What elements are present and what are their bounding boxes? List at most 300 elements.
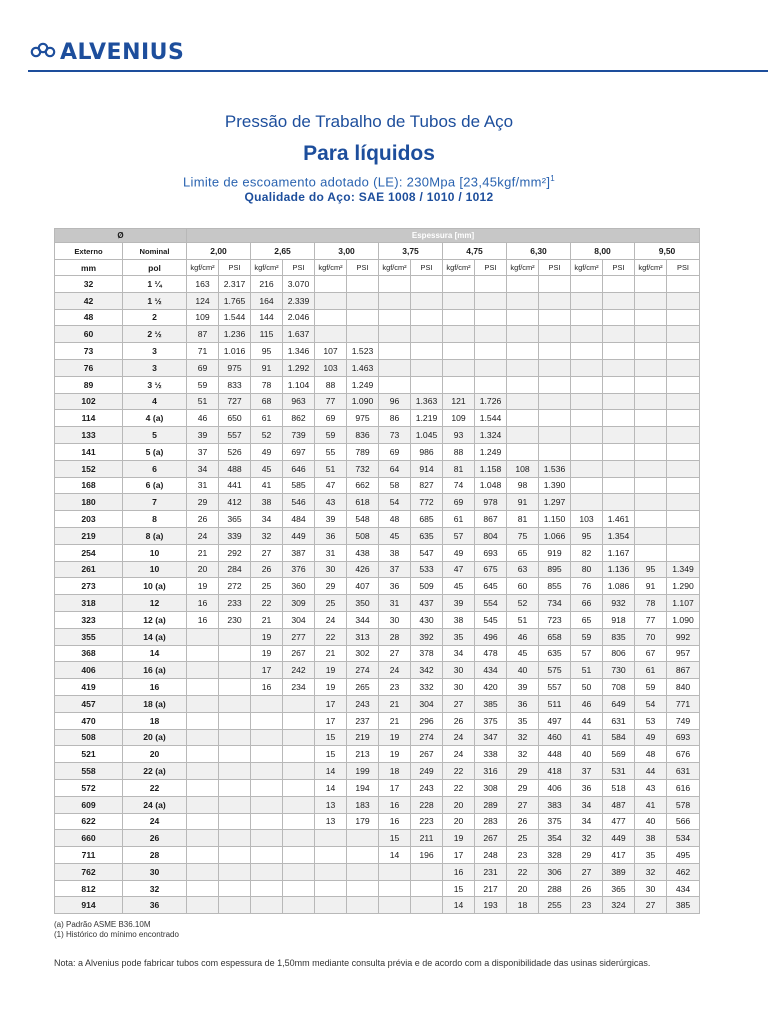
psi-value-cell: 193: [475, 897, 507, 914]
psi-value-cell: 234: [283, 679, 315, 696]
psi-value-cell: [219, 645, 251, 662]
kgf-value-cell: [443, 359, 475, 376]
psi-value-cell: 1.104: [283, 376, 315, 393]
kgf-value-cell: 46: [571, 695, 603, 712]
table-row: [55, 628, 700, 645]
table-row: [55, 326, 700, 343]
psi-value-cell: [667, 443, 700, 460]
psi-value-cell: 840: [667, 679, 700, 696]
psi-value-cell: 438: [347, 544, 379, 561]
kgf-value-cell: 18: [379, 763, 411, 780]
kgf-value-cell: [635, 427, 667, 444]
kgf-value-cell: 59: [187, 376, 219, 393]
psi-value-cell: 248: [475, 847, 507, 864]
kgf-value-cell: 26: [443, 712, 475, 729]
kgf-value-cell: 81: [443, 460, 475, 477]
table-row: [55, 746, 700, 763]
psi-value-cell: [347, 292, 379, 309]
nominal-diameter-cell: 22: [123, 779, 187, 796]
kgf-value-cell: 26: [571, 880, 603, 897]
table-row: [55, 460, 700, 477]
kgf-value-cell: 39: [187, 427, 219, 444]
external-diameter-cell: 318: [55, 595, 123, 612]
kgf-value-cell: 21: [251, 611, 283, 628]
table-row: [55, 611, 700, 628]
psi-value-cell: 460: [539, 729, 571, 746]
psi-value-cell: 265: [347, 679, 379, 696]
external-diameter-cell: 261: [55, 561, 123, 578]
kgf-value-cell: 17: [315, 712, 347, 729]
kgf-value-cell: [187, 645, 219, 662]
psi-value-cell: 557: [539, 679, 571, 696]
kgf-value-cell: 22: [315, 628, 347, 645]
psi-value-cell: 430: [411, 611, 443, 628]
kgf-value-cell: 30: [379, 611, 411, 628]
kgf-value-cell: [379, 376, 411, 393]
psi-value-cell: 708: [603, 679, 635, 696]
psi-value-cell: 1.346: [283, 343, 315, 360]
psi-value-cell: 685: [411, 511, 443, 528]
unit-kgf-header: kgf/cm²: [251, 260, 283, 276]
unit-psi-header: PSI: [539, 260, 571, 276]
kgf-value-cell: [571, 443, 603, 460]
psi-value-cell: [219, 712, 251, 729]
psi-value-cell: 199: [347, 763, 379, 780]
kgf-value-cell: [315, 880, 347, 897]
psi-value-cell: 389: [603, 863, 635, 880]
psi-value-cell: 406: [539, 779, 571, 796]
kgf-value-cell: 71: [187, 343, 219, 360]
psi-value-cell: [667, 393, 700, 410]
kgf-value-cell: 144: [251, 309, 283, 326]
psi-value-cell: [283, 796, 315, 813]
psi-value-cell: 1.523: [347, 343, 379, 360]
psi-value-cell: 183: [347, 796, 379, 813]
kgf-value-cell: 91: [635, 578, 667, 595]
psi-value-cell: 557: [219, 427, 251, 444]
psi-value-cell: 365: [603, 880, 635, 897]
table-row: [55, 662, 700, 679]
external-diameter-cell: 812: [55, 880, 123, 897]
psi-value-cell: [539, 376, 571, 393]
table-row: [55, 796, 700, 813]
table-row: [55, 863, 700, 880]
kgf-value-cell: [507, 276, 539, 293]
psi-value-cell: 437: [411, 595, 443, 612]
kgf-value-cell: 37: [187, 443, 219, 460]
kgf-value-cell: [635, 292, 667, 309]
kgf-value-cell: 38: [443, 611, 475, 628]
psi-value-cell: 1.249: [475, 443, 507, 460]
kgf-value-cell: 64: [379, 460, 411, 477]
nominal-diameter-cell: 5 (a): [123, 443, 187, 460]
table-row: [55, 578, 700, 595]
unit-psi-header: PSI: [411, 260, 443, 276]
nominal-diameter-cell: 24 (a): [123, 796, 187, 813]
kgf-value-cell: 124: [187, 292, 219, 309]
psi-value-cell: [667, 292, 700, 309]
kgf-value-cell: 16: [251, 679, 283, 696]
psi-value-cell: [603, 326, 635, 343]
psi-value-cell: 508: [347, 527, 379, 544]
kgf-value-cell: [315, 830, 347, 847]
kgf-value-cell: 27: [571, 863, 603, 880]
external-diameter-cell: 152: [55, 460, 123, 477]
kgf-value-cell: 32: [507, 746, 539, 763]
kgf-value-cell: 32: [507, 729, 539, 746]
footnote-a: (a) Padrão ASME B36.10M: [54, 920, 151, 929]
kgf-value-cell: 20: [443, 813, 475, 830]
psi-value-cell: 833: [219, 376, 251, 393]
external-diameter-cell: 572: [55, 779, 123, 796]
external-diameter-cell: 133: [55, 427, 123, 444]
kgf-value-cell: [443, 292, 475, 309]
psi-value-cell: 548: [347, 511, 379, 528]
kgf-value-cell: 21: [379, 712, 411, 729]
psi-value-cell: 441: [219, 477, 251, 494]
kgf-value-cell: [443, 376, 475, 393]
external-diameter-cell: 254: [55, 544, 123, 561]
psi-value-cell: [475, 326, 507, 343]
psi-value-cell: [219, 813, 251, 830]
psi-value-cell: 1.167: [603, 544, 635, 561]
psi-value-cell: 289: [475, 796, 507, 813]
kgf-value-cell: 50: [571, 679, 603, 696]
kgf-value-cell: [251, 695, 283, 712]
psi-value-cell: 867: [667, 662, 700, 679]
psi-value-cell: 392: [411, 628, 443, 645]
external-diameter-cell: 73: [55, 343, 123, 360]
kgf-value-cell: 98: [507, 477, 539, 494]
kgf-value-cell: 53: [635, 712, 667, 729]
kgf-value-cell: [187, 830, 219, 847]
kgf-value-cell: 27: [251, 544, 283, 561]
kgf-value-cell: 69: [443, 494, 475, 511]
kgf-value-cell: 35: [507, 712, 539, 729]
kgf-value-cell: 25: [315, 595, 347, 612]
psi-value-cell: [219, 746, 251, 763]
kgf-value-cell: 47: [315, 477, 347, 494]
kgf-value-cell: [571, 477, 603, 494]
kgf-value-cell: 164: [251, 292, 283, 309]
psi-value-cell: 223: [411, 813, 443, 830]
psi-value-cell: [283, 746, 315, 763]
nominal-diameter-cell: 32: [123, 880, 187, 897]
psi-value-cell: 867: [475, 511, 507, 528]
psi-value-cell: [539, 427, 571, 444]
psi-value-cell: 1.236: [219, 326, 251, 343]
psi-value-cell: 1.463: [347, 359, 379, 376]
psi-value-cell: [411, 292, 443, 309]
kgf-value-cell: 49: [251, 443, 283, 460]
kgf-value-cell: [251, 813, 283, 830]
nominal-diameter-cell: 10 (a): [123, 578, 187, 595]
psi-value-cell: 242: [283, 662, 315, 679]
kgf-value-cell: 96: [379, 393, 411, 410]
kgf-value-cell: 38: [635, 830, 667, 847]
psi-value-cell: 230: [219, 611, 251, 628]
psi-value-cell: 789: [347, 443, 379, 460]
kgf-value-cell: 59: [315, 427, 347, 444]
kgf-value-cell: [571, 276, 603, 293]
psi-value-cell: 277: [283, 628, 315, 645]
unit-kgf-header: kgf/cm²: [187, 260, 219, 276]
external-diameter-cell: 102: [55, 393, 123, 410]
table-row: [55, 763, 700, 780]
kgf-value-cell: [635, 276, 667, 293]
psi-value-cell: 932: [603, 595, 635, 612]
psi-value-cell: 646: [283, 460, 315, 477]
kgf-value-cell: [251, 863, 283, 880]
kgf-value-cell: 95: [571, 527, 603, 544]
kgf-value-cell: [251, 830, 283, 847]
kgf-value-cell: 19: [251, 628, 283, 645]
kgf-value-cell: [507, 376, 539, 393]
kgf-value-cell: [635, 309, 667, 326]
table-row: [55, 645, 700, 662]
psi-value-cell: 2.339: [283, 292, 315, 309]
psi-value-cell: 309: [283, 595, 315, 612]
external-diameter-cell: 32: [55, 276, 123, 293]
yield-limit-value: Limite de escoamento adotado (LE): 230Mpa [23,45kgf/mm²]: [182, 174, 551, 190]
psi-value-cell: 975: [347, 410, 379, 427]
psi-value-cell: [603, 494, 635, 511]
psi-value-cell: 1.016: [219, 343, 251, 360]
psi-value-cell: 578: [667, 796, 700, 813]
kgf-value-cell: [507, 326, 539, 343]
kgf-value-cell: 91: [251, 359, 283, 376]
nominal-diameter-cell: 5: [123, 427, 187, 444]
nominal-header: Nominal: [123, 243, 187, 260]
kgf-value-cell: 31: [379, 595, 411, 612]
psi-value-cell: [475, 292, 507, 309]
kgf-value-cell: 15: [379, 830, 411, 847]
thickness-col-header: 4,75: [443, 243, 507, 260]
psi-value-cell: 1.150: [539, 511, 571, 528]
unit-psi-header: PSI: [475, 260, 507, 276]
psi-value-cell: [603, 309, 635, 326]
kgf-value-cell: [507, 393, 539, 410]
psi-value-cell: 957: [667, 645, 700, 662]
kgf-value-cell: 15: [315, 746, 347, 763]
kgf-value-cell: 65: [507, 544, 539, 561]
kgf-value-cell: [443, 343, 475, 360]
psi-value-cell: 1.637: [283, 326, 315, 343]
psi-value-cell: [539, 309, 571, 326]
nominal-diameter-cell: 16: [123, 679, 187, 696]
kgf-value-cell: 70: [635, 628, 667, 645]
footnotes: [54, 920, 179, 940]
kgf-value-cell: 78: [251, 376, 283, 393]
kgf-value-cell: 115: [251, 326, 283, 343]
psi-value-cell: 378: [411, 645, 443, 662]
psi-value-cell: 302: [347, 645, 379, 662]
table-row: [55, 813, 700, 830]
psi-value-cell: [283, 847, 315, 864]
kgf-value-cell: 16: [443, 863, 475, 880]
psi-value-cell: [283, 763, 315, 780]
kgf-value-cell: [507, 410, 539, 427]
kgf-value-cell: 24: [443, 746, 475, 763]
kgf-value-cell: 77: [315, 393, 347, 410]
external-diameter-cell: 76: [55, 359, 123, 376]
kgf-value-cell: 36: [507, 695, 539, 712]
table-row: [55, 729, 700, 746]
kgf-value-cell: 26: [251, 561, 283, 578]
psi-value-cell: 1.765: [219, 292, 251, 309]
page-title: Pressão de Trabalho de Tubos de Aço: [224, 112, 514, 131]
psi-value-cell: 616: [667, 779, 700, 796]
external-diameter-cell: 470: [55, 712, 123, 729]
table-row: [55, 276, 700, 293]
psi-value-cell: [667, 511, 700, 528]
psi-value-cell: 739: [283, 427, 315, 444]
nominal-diameter-cell: 2: [123, 309, 187, 326]
psi-value-cell: [283, 779, 315, 796]
psi-value-cell: 569: [603, 746, 635, 763]
kgf-value-cell: [187, 813, 219, 830]
kgf-value-cell: 26: [507, 813, 539, 830]
kgf-value-cell: 37: [571, 763, 603, 780]
kgf-value-cell: 36: [379, 578, 411, 595]
external-diameter-cell: 60: [55, 326, 123, 343]
nominal-diameter-cell: 22 (a): [123, 763, 187, 780]
psi-value-cell: [283, 695, 315, 712]
psi-value-cell: 676: [667, 746, 700, 763]
kgf-value-cell: 38: [251, 494, 283, 511]
kgf-value-cell: [635, 359, 667, 376]
kgf-value-cell: 78: [635, 595, 667, 612]
nominal-diameter-cell: 14 (a): [123, 628, 187, 645]
kgf-value-cell: 34: [251, 511, 283, 528]
psi-value-cell: 545: [475, 611, 507, 628]
psi-value-cell: [219, 662, 251, 679]
unit-kgf-header: kgf/cm²: [507, 260, 539, 276]
psi-value-cell: 1.066: [539, 527, 571, 544]
psi-value-cell: [411, 343, 443, 360]
table-row: [55, 679, 700, 696]
psi-value-cell: 477: [603, 813, 635, 830]
psi-value-cell: 649: [603, 695, 635, 712]
kgf-value-cell: [187, 880, 219, 897]
kgf-value-cell: 39: [315, 511, 347, 528]
psi-value-cell: 231: [475, 863, 507, 880]
psi-value-cell: [411, 359, 443, 376]
kgf-value-cell: 20: [507, 880, 539, 897]
kgf-value-cell: 74: [443, 477, 475, 494]
external-diameter-cell: 48: [55, 309, 123, 326]
unit-kgf-header: kgf/cm²: [379, 260, 411, 276]
kgf-value-cell: [443, 326, 475, 343]
psi-value-cell: 418: [539, 763, 571, 780]
kgf-value-cell: [635, 527, 667, 544]
kgf-value-cell: [635, 494, 667, 511]
kgf-value-cell: [571, 309, 603, 326]
kgf-value-cell: 20: [187, 561, 219, 578]
kgf-value-cell: 30: [635, 880, 667, 897]
psi-value-cell: 288: [539, 880, 571, 897]
kgf-value-cell: 17: [251, 662, 283, 679]
psi-value-cell: 448: [539, 746, 571, 763]
psi-value-cell: 1.086: [603, 578, 635, 595]
psi-value-cell: 749: [667, 712, 700, 729]
psi-value-cell: 693: [475, 544, 507, 561]
kgf-value-cell: 95: [635, 561, 667, 578]
kgf-value-cell: 51: [187, 393, 219, 410]
kgf-value-cell: [379, 309, 411, 326]
psi-value-cell: 267: [411, 746, 443, 763]
kgf-value-cell: [635, 460, 667, 477]
nominal-diameter-cell: 3 ½: [123, 376, 187, 393]
kgf-value-cell: [571, 376, 603, 393]
psi-value-cell: [411, 897, 443, 914]
kgf-value-cell: [443, 276, 475, 293]
psi-value-cell: 697: [283, 443, 315, 460]
kgf-value-cell: 14: [315, 763, 347, 780]
kgf-value-cell: [507, 292, 539, 309]
psi-value-cell: 531: [603, 763, 635, 780]
kgf-value-cell: 30: [443, 679, 475, 696]
psi-value-cell: 1.290: [667, 578, 700, 595]
pressure-table: [54, 228, 700, 914]
nominal-diameter-cell: 12: [123, 595, 187, 612]
psi-value-cell: [347, 309, 379, 326]
kgf-value-cell: 22: [251, 595, 283, 612]
kgf-value-cell: 43: [635, 779, 667, 796]
kgf-value-cell: 37: [379, 561, 411, 578]
kgf-value-cell: 77: [635, 611, 667, 628]
kgf-value-cell: 91: [507, 494, 539, 511]
psi-value-cell: 518: [603, 779, 635, 796]
psi-value-cell: 566: [667, 813, 700, 830]
psi-value-cell: [347, 847, 379, 864]
psi-value-cell: 283: [475, 813, 507, 830]
kgf-value-cell: [443, 309, 475, 326]
psi-value-cell: 919: [539, 544, 571, 561]
kgf-value-cell: [187, 662, 219, 679]
psi-value-cell: [475, 276, 507, 293]
psi-value-cell: 1.536: [539, 460, 571, 477]
kgf-value-cell: [379, 276, 411, 293]
nominal-diameter-cell: 18: [123, 712, 187, 729]
nominal-diameter-cell: 26: [123, 830, 187, 847]
psi-value-cell: [411, 309, 443, 326]
psi-value-cell: 495: [667, 847, 700, 864]
psi-value-cell: [603, 393, 635, 410]
psi-value-cell: [283, 830, 315, 847]
psi-value-cell: [603, 276, 635, 293]
kgf-value-cell: 61: [251, 410, 283, 427]
table-header-row-3: [55, 260, 700, 276]
kgf-value-cell: 107: [315, 343, 347, 360]
psi-value-cell: 772: [411, 494, 443, 511]
psi-value-cell: 292: [219, 544, 251, 561]
kgf-value-cell: 103: [315, 359, 347, 376]
kgf-value-cell: 25: [251, 578, 283, 595]
kgf-value-cell: 46: [187, 410, 219, 427]
psi-value-cell: [603, 460, 635, 477]
kgf-value-cell: 46: [507, 628, 539, 645]
table-row: [55, 779, 700, 796]
psi-value-cell: [475, 359, 507, 376]
psi-value-cell: [667, 544, 700, 561]
psi-value-cell: 2.317: [219, 276, 251, 293]
psi-value-cell: 509: [411, 578, 443, 595]
external-diameter-cell: 273: [55, 578, 123, 595]
psi-value-cell: 1.390: [539, 477, 571, 494]
kgf-value-cell: [635, 511, 667, 528]
psi-value-cell: [667, 309, 700, 326]
